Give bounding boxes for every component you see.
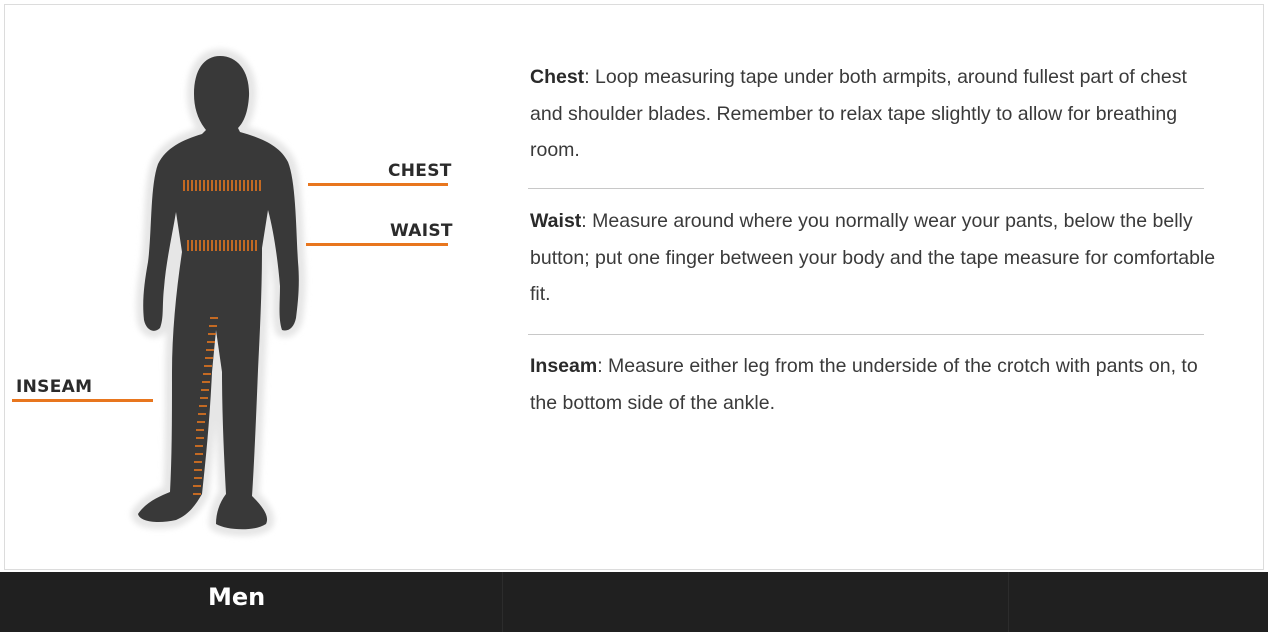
divider (528, 188, 1204, 189)
footer-tab-bar (0, 572, 1268, 632)
inseam-pointer-line (12, 399, 153, 402)
inseam-text: : Measure either leg from the underside of the crotch with pants on, to the bottom side of the ankle. (530, 355, 1198, 414)
chest-label: CHEST (388, 161, 452, 181)
chest-description (530, 59, 1220, 169)
inseam-description (530, 348, 1220, 421)
footer-segment (502, 572, 1009, 632)
divider (528, 334, 1204, 335)
waist-description (530, 203, 1220, 313)
chest-pointer-line (308, 183, 448, 186)
chest-text: : Loop measuring tape under both armpits, around fullest part of chest and shoulder blades. Remember to relax tape slightly to allow for breathing room. (530, 66, 1187, 161)
waist-text: : Measure around where you normally wear your pants, below the belly button; put one finger between your body and the tape measure for comfortable fit. (530, 210, 1216, 305)
gender-tab-men[interactable]: Men (208, 583, 266, 611)
inseam-label: INSEAM (16, 377, 93, 397)
chest-term: Chest (530, 66, 585, 88)
waist-label: WAIST (390, 221, 453, 241)
waist-term: Waist (530, 210, 582, 232)
inseam-term: Inseam (530, 355, 598, 377)
body-silhouette-figure (0, 0, 470, 570)
waist-pointer-line (306, 243, 448, 246)
